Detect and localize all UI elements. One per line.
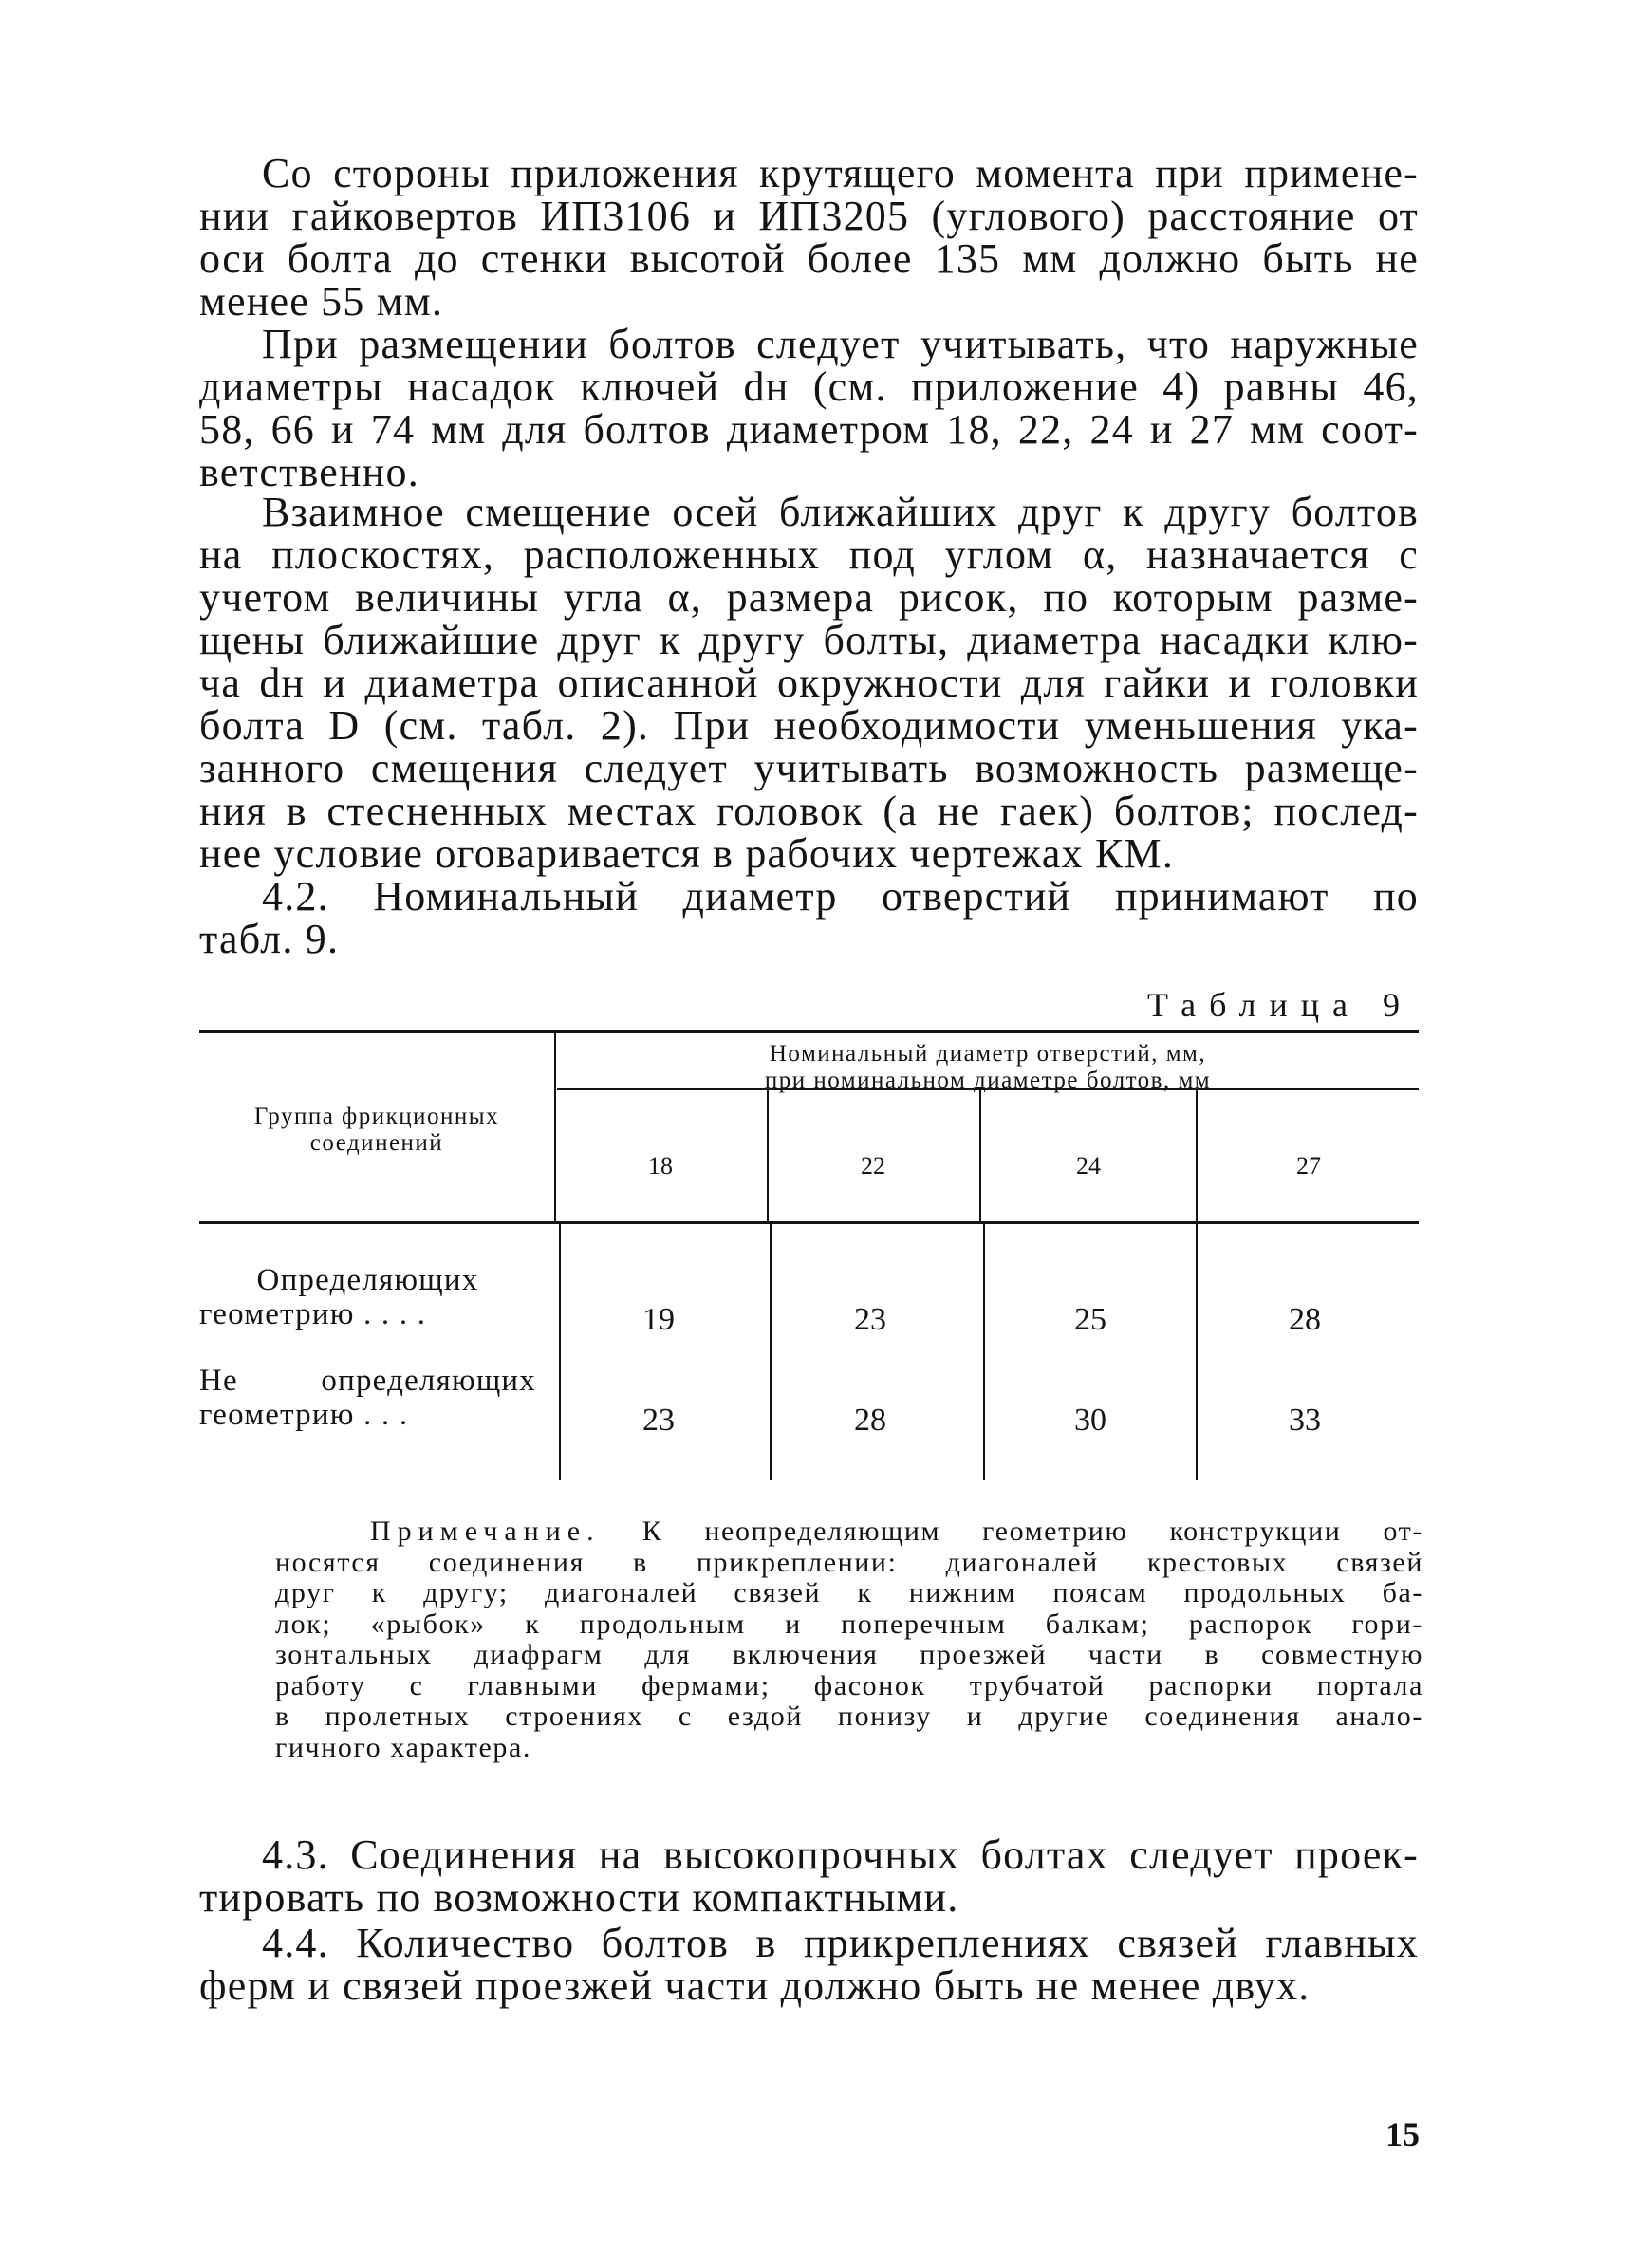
group-header-cell <box>199 1104 554 1157</box>
row-label-line: Не определяющих <box>199 1364 536 1398</box>
text-line: 4.3. Соединения на высокопрочных болтах следует проек- <box>262 1831 1419 1878</box>
text-line: занного смещения следует учитывать возможность размеще- <box>199 745 1419 791</box>
text-line: ния в стесненных местах головок (а не гаек) болтов; послед- <box>199 788 1419 834</box>
row-label-line: Определяющих <box>256 1263 479 1297</box>
paragraph-4-4 <box>199 1922 1419 2007</box>
text-line: оси болта до стенки высотой более 135 мм должно быть не <box>199 235 1419 282</box>
table-cell: 19 <box>642 1302 675 1337</box>
bolt-diameter-header: 27 <box>1296 1152 1321 1180</box>
bolt-diameter-header: 18 <box>648 1152 673 1180</box>
page-number: 15 <box>1385 2115 1420 2153</box>
text-line: 58, 66 и 74 мм для болтов диаметром 18, 22, 24 и 27 мм соот- <box>199 406 1419 453</box>
text-line: болта D (см. табл. 2). При необходимости уменьшения ука- <box>199 702 1419 749</box>
text-line: нее условие оговаривается в рабочих чертежах КМ. <box>199 830 1175 877</box>
column-rule <box>983 1224 985 1480</box>
text-line: ветственно. <box>199 449 419 495</box>
text-line: тировать по возможности компактными. <box>199 1874 959 1921</box>
paragraph-4 <box>199 875 1419 960</box>
text-line: учетом величины угла α, размера рисок, по которым разме- <box>199 574 1419 621</box>
column-rule <box>770 1224 772 1480</box>
note-line: носятся соединения в прикреплении: диагоналей крестовых связей <box>275 1546 1423 1578</box>
text-line: При размещении болтов следует учитывать, что наружные <box>262 321 1419 367</box>
paragraph-1 <box>199 152 1419 323</box>
table-cell: 28 <box>1289 1302 1321 1337</box>
table-top-rule <box>199 1030 1419 1033</box>
row-label-line: геометрию . . . <box>199 1398 409 1432</box>
note-line <box>275 1516 1423 1548</box>
note-line: гичного характера. <box>275 1731 532 1763</box>
table-9 <box>199 1030 1419 1480</box>
note-line: зонтальных диафрагм для включения проезжей части в совместную <box>275 1639 1423 1670</box>
span-header-line: Номинальный диаметр отверстий, мм, <box>769 1041 1207 1067</box>
row-label-non-defining <box>199 1364 536 1432</box>
table-cell: 28 <box>854 1403 886 1438</box>
text-line: Взаимное смещение осей ближайших друг к другу болтов <box>262 489 1419 535</box>
paragraph-4-3 <box>199 1833 1419 1919</box>
group-header-line: Группа фрикционных <box>253 1104 500 1129</box>
note-lead: Примечание. <box>370 1515 601 1547</box>
header-bottom-rule <box>199 1221 1419 1224</box>
note-line: лок; «рыбок» к продольным и поперечным балкам; распорок гори- <box>275 1608 1423 1640</box>
column-rule <box>1196 1224 1198 1480</box>
column-rule <box>559 1224 561 1480</box>
text-line: на плоскостях, расположенных под углом α, назначается с <box>199 531 1419 578</box>
paragraph-2 <box>199 323 1419 493</box>
table-caption: Таблица 9 <box>1147 986 1413 1024</box>
note-line: в пролетных строениях с ездой понизу и другие соединения анало- <box>275 1701 1423 1732</box>
text-line: ферм и связей проезжей части должно быть не менее двух. <box>199 1962 1311 2009</box>
text-line: щены ближайшие друг к другу болты, диаметра насадки клю- <box>199 617 1419 663</box>
table-note <box>275 1516 1423 1763</box>
row-label-line: геометрию . . . . <box>199 1297 427 1331</box>
table-cell: 33 <box>1289 1403 1321 1438</box>
text-line: диаметры насадок ключей dн (см. приложение 4) равны 46, <box>199 363 1419 410</box>
text-line: ча dн и диаметра описанной окружности для гайки и головки <box>199 660 1419 706</box>
bolt-diameter-header: 24 <box>1076 1152 1101 1180</box>
note-line: работу с главными фермами; фасонок трубчатой распорки портала <box>275 1669 1423 1701</box>
table-cell: 23 <box>854 1302 886 1337</box>
table-cell: 30 <box>1074 1403 1106 1438</box>
paragraph-3 <box>199 491 1419 875</box>
text-line: табл. 9. <box>199 916 340 962</box>
table-cell: 23 <box>642 1403 675 1438</box>
note-line: друг к другу; диагоналей связей к нижним поясам продольных ба- <box>275 1577 1423 1608</box>
text-line: менее 55 мм. <box>199 278 444 325</box>
text-line: 4.2. Номинальный диаметр отверстий принимают по <box>262 873 1419 920</box>
span-header-cell <box>557 1041 1419 1094</box>
table-cell: 25 <box>1074 1302 1106 1337</box>
span-header-line: при номинальном диаметре болтов, мм <box>764 1068 1212 1093</box>
group-header-line: соединений <box>309 1130 444 1156</box>
note-line-text: К неопределяющим геометрию конструкции от- <box>641 1515 1423 1547</box>
row-label-defining <box>199 1263 536 1331</box>
text-line: 4.4. Количество болтов в прикреплениях связей главных <box>262 1920 1419 1966</box>
bolt-diameter-header: 22 <box>861 1152 885 1180</box>
text-line: нии гайковертов ИП3106 и ИП3205 (углового) расстояние от <box>199 193 1419 239</box>
text-line: Со стороны приложения крутящего момента при примене- <box>262 150 1419 196</box>
column-rule <box>554 1033 556 1221</box>
